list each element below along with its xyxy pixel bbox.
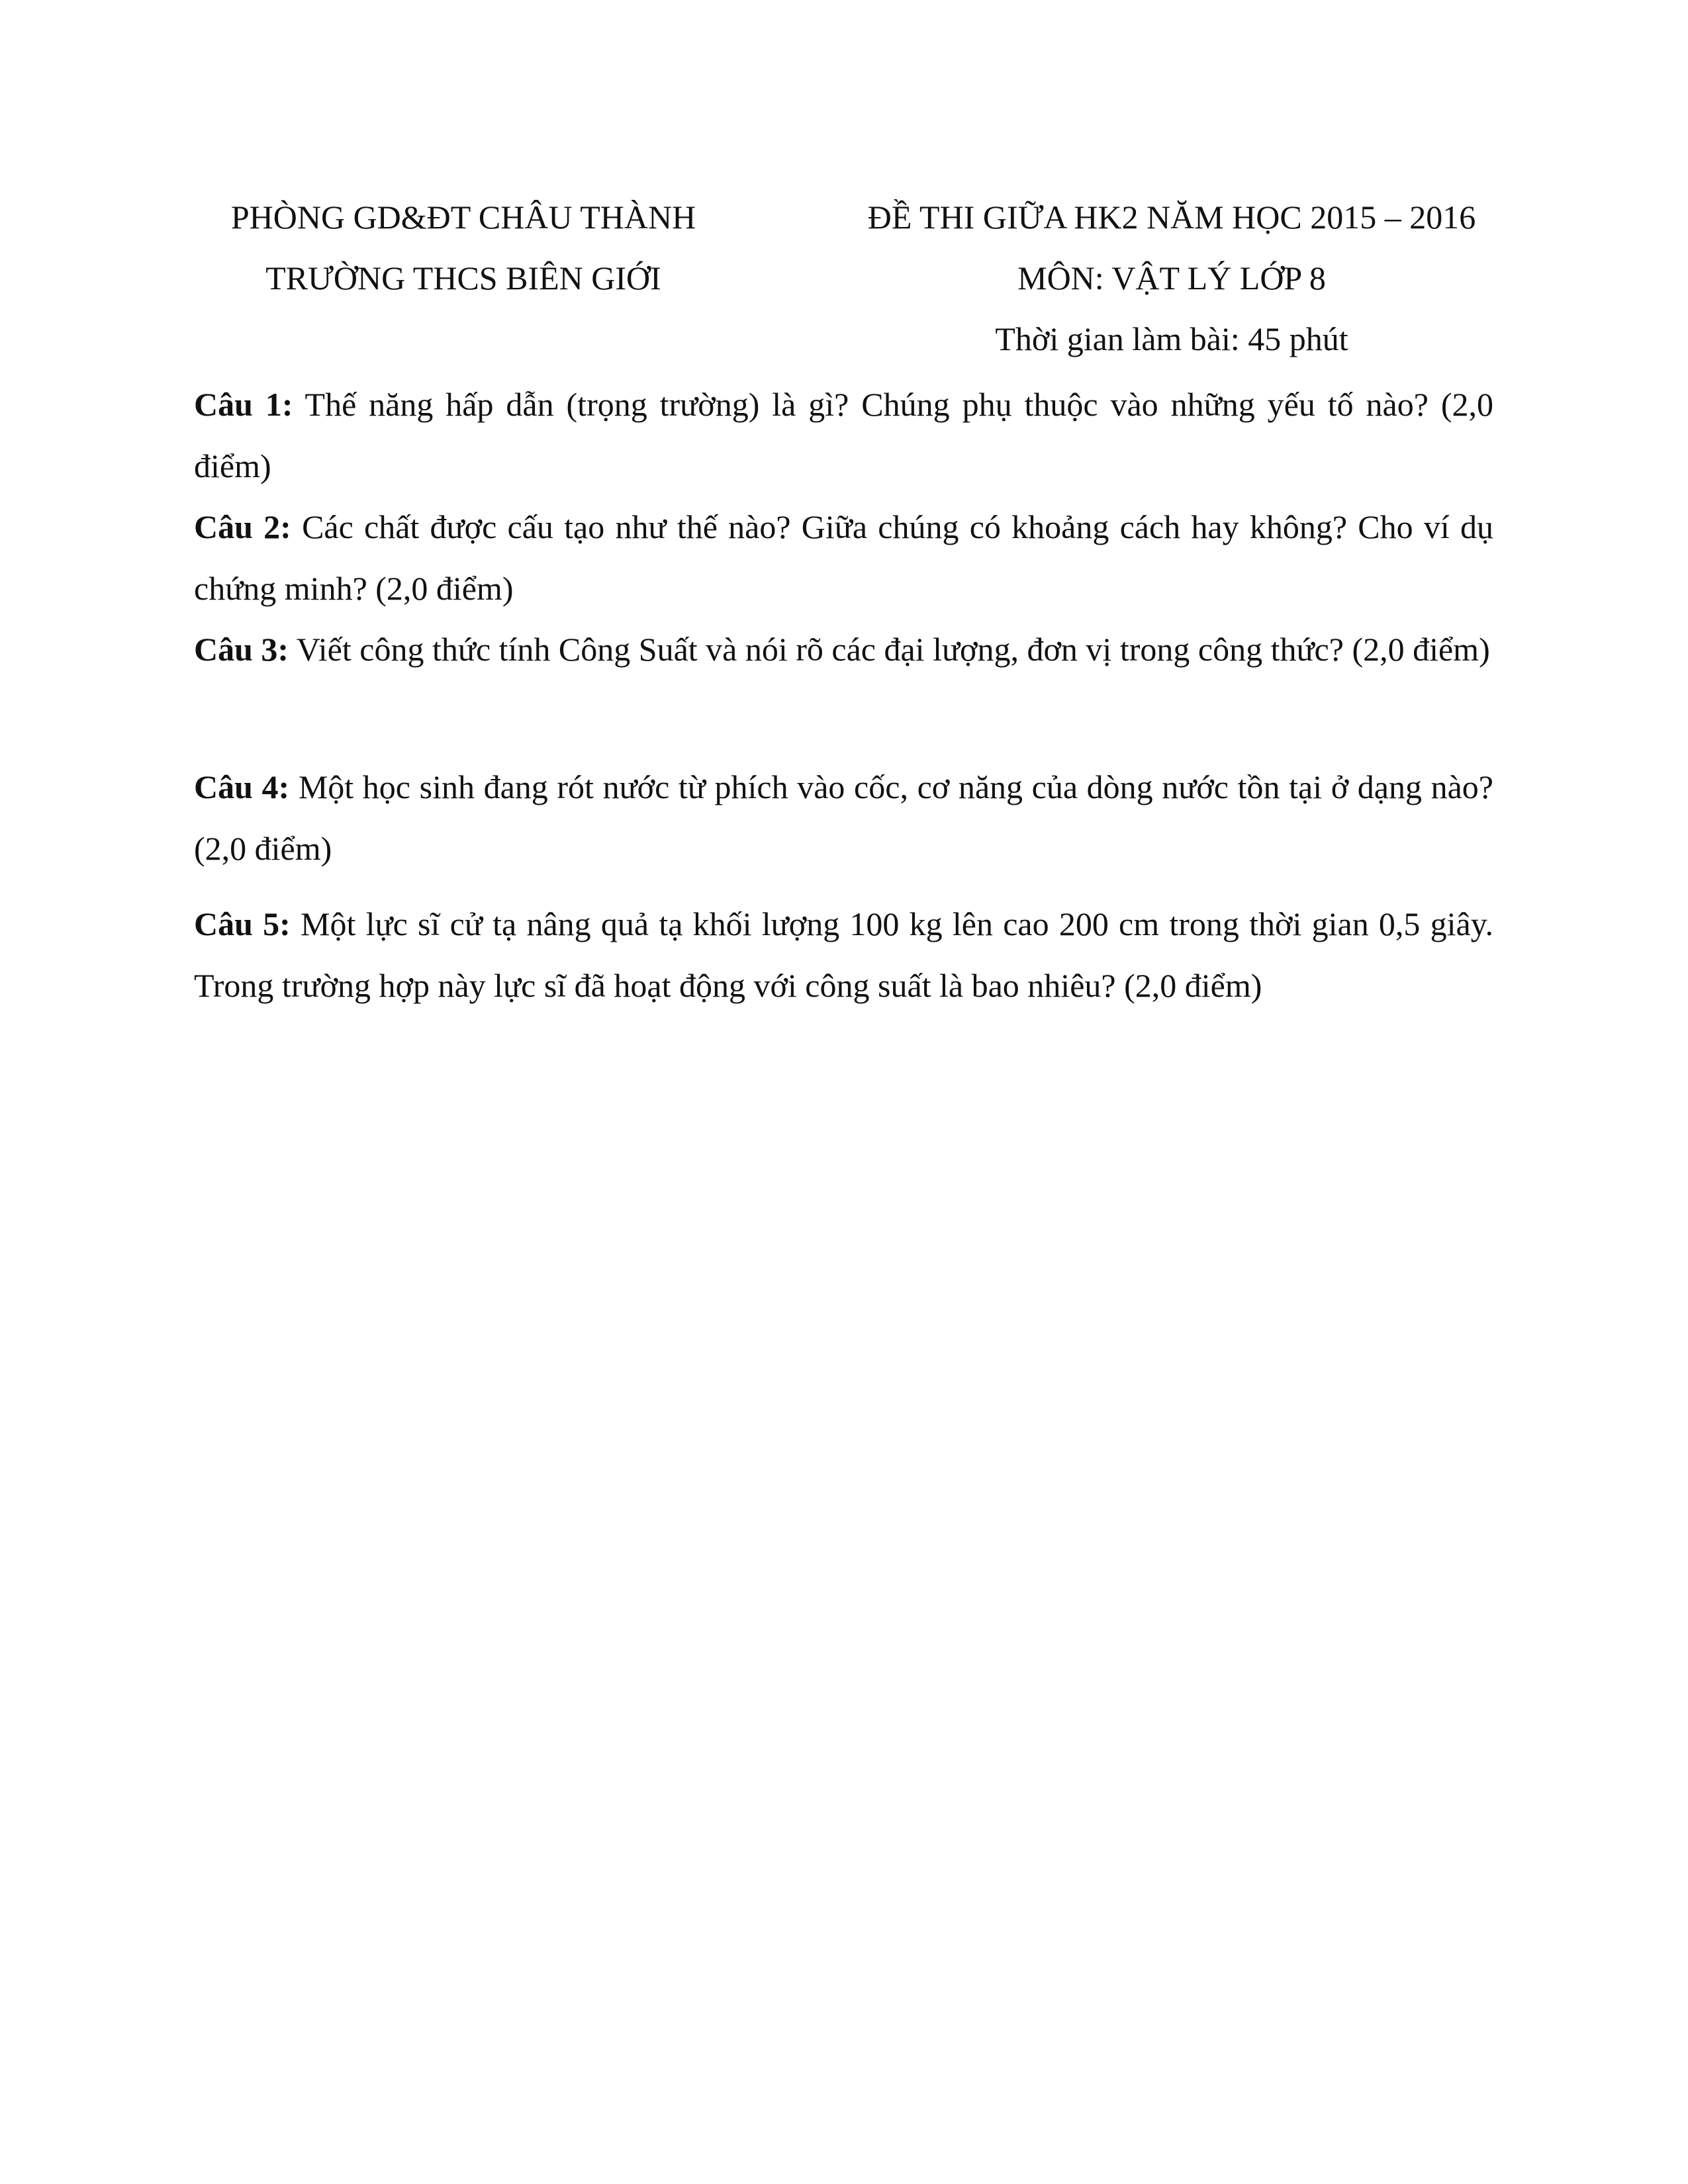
question-text: Một học sinh đang rót nước từ phích vào cốc, cơ năng của dòng nước tồn tại ở dạng nào? (2,0 điểm) bbox=[194, 768, 1493, 867]
question-label: Câu 1: bbox=[194, 386, 293, 423]
question-text: Một lực sĩ cử tạ nâng quả tạ khối lượng 100 kg lên cao 200 cm trong thời gian 0,5 giây. Trong trường hợp này lực sĩ đã hoạt động với công suất là bao nhiêu? (2,0 điểm) bbox=[194, 905, 1493, 1004]
question-text: Thế năng hấp dẫn (trọng trường) là gì? Chúng phụ thuộc vào những yếu tố nào? (2,0 điểm) bbox=[194, 386, 1494, 484]
question-5 bbox=[194, 893, 1493, 1017]
question-3 bbox=[194, 619, 1493, 680]
exam-duration: Thời gian làm bài: 45 phút bbox=[995, 320, 1348, 357]
question-1 bbox=[194, 374, 1493, 497]
question-4 bbox=[194, 756, 1493, 880]
question-text: Các chất được cấu tạo như thế nào? Giữa chúng có khoảng cách hay không? Cho ví dụ chứng minh? (2,0 điểm) bbox=[194, 508, 1493, 607]
school-name: TRƯỜNG THCS BIÊN GIỚI bbox=[265, 259, 661, 296]
question-label: Câu 2: bbox=[194, 508, 291, 545]
department-name: PHÒNG GD&ĐT CHÂU THÀNH bbox=[230, 199, 696, 236]
question-label: Câu 4: bbox=[194, 768, 290, 805]
question-text: Viết công thức tính Công Suất và nói rõ các đại lượng, đơn vị trong công thức? (2,0 điểm) bbox=[296, 631, 1490, 668]
exam-title: ĐỀ THI GIỮA HK2 NĂM HỌC 2015 – 2016 bbox=[867, 199, 1476, 236]
question-2 bbox=[194, 496, 1493, 619]
question-label: Câu 3: bbox=[194, 631, 289, 668]
exam-subject: MÔN: VẬT LÝ LỚP 8 bbox=[1017, 259, 1326, 296]
question-label: Câu 5: bbox=[194, 905, 291, 942]
